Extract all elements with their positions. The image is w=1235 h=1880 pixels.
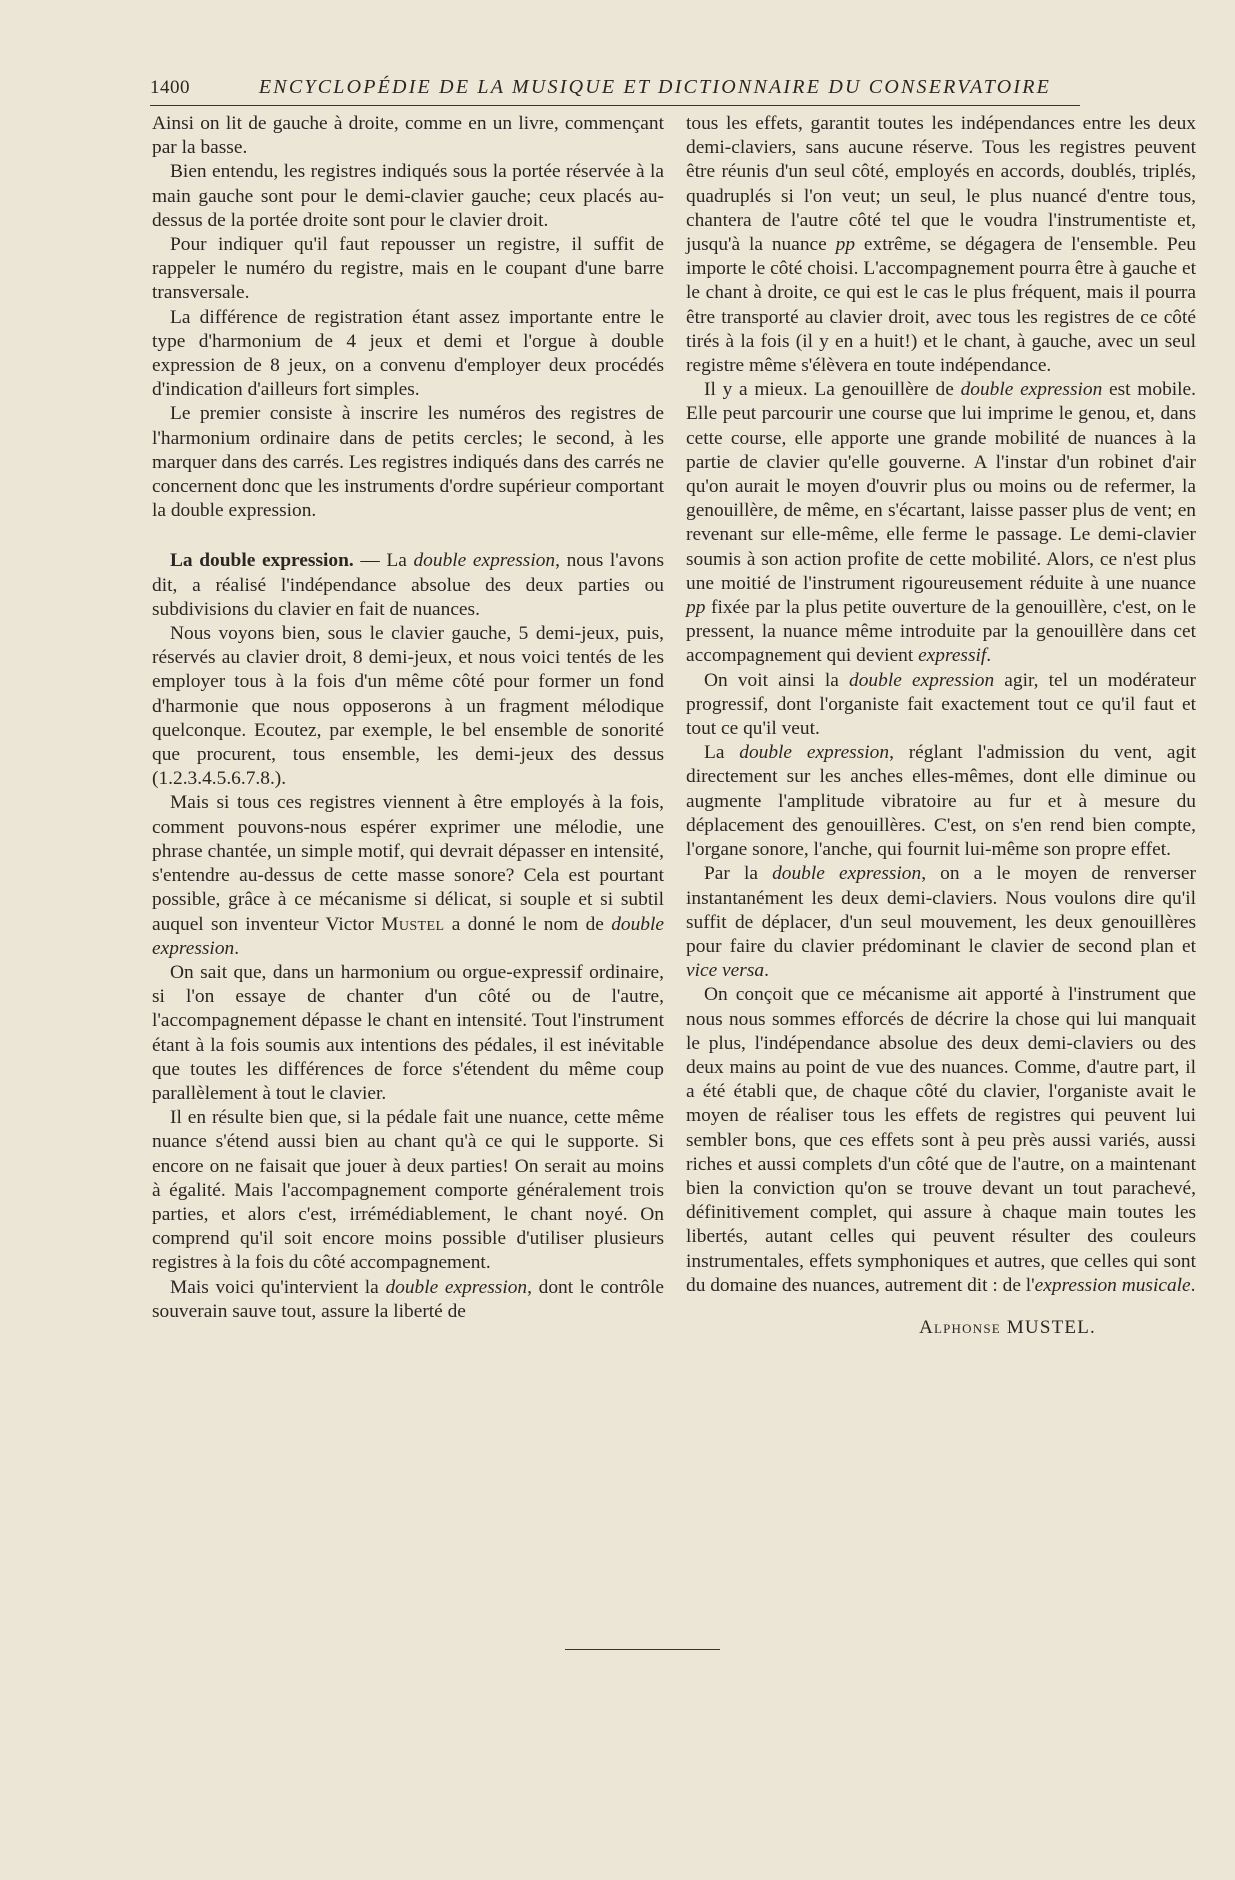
- paragraph: Nous voyons bien, sous le clavier gauche, 5 demi-jeux, puis, réservés au clavier droit, 8 demi-jeux, et nous voici tentés de les employer tous à la fois d'un même côté pour former un fond d'harmonie que nous opposerons à un fragment mélodique quelconque. Ecoutez, par exemple, le bel ensemble de sonorité que procurent, tous ensemble, les demi-jeux des dessus (1.2.3.4.5.6.7.8.).: [152, 623, 664, 790]
- text-run: — La: [353, 550, 414, 572]
- emphasis: double expression: [385, 1276, 528, 1298]
- text-run: est mobile. Elle peut parcourir une course que lui imprime le genou, et, dans cette course, elle apporte une grande mobilité de nuances à la partie de clavier qu'elle gouverne. A l'instar d'un robinet d'air qu'on aurait le moyen d'ouvrir plus ou moins ou de refermer, la genouillère, de même, en s'écartant, laisse passer plus de vent; en revenant sur elle-même, elle ferme le passage. Le demi-clavier soumis à son action profite de cette mobilité. Alors, ce n'est plus une moitié de l'instrument rigoureusement réduite à une nuance: [686, 379, 1196, 594]
- text-run: .: [1190, 1274, 1196, 1296]
- emphasis: double expression: [152, 913, 664, 959]
- text-run: extrême, se dégagera de l'ensemble. Peu importe le côté choisi. L'accompagnement pourra être à gauche et le chant à droite, ce qui est le cas le plus fréquent, mais il pourra être transporté au clavier droit, avec tous les registres de ce côté tirés à la fois (il y en a huit!) et le chant, à gauche, avec un seul registre même s'élèvera en toute indépendance.: [686, 234, 1197, 377]
- text-run: agir, tel un modérateur progressif, dont l'organiste fait exactement tout ce qu'il faut et tout ce qu'il veut.: [686, 669, 1196, 740]
- emphasis: expressif: [918, 645, 987, 667]
- text-run: Par la: [704, 863, 773, 885]
- text-run: Mais si tous ces registres viennent à être employés à la fois, comment pouvons-nous espérer exprimer une mélodie, une phrase chantée, un simple motif, qui devrait dépasser en intensité, s'entendre au-dessus de cette masse sonore? Cela est pourtant possible, grâce à ce mécanisme si délicat, si souple et si subtil auquel son inventeur Victor: [152, 792, 664, 935]
- paragraph: [686, 669, 1196, 742]
- emphasis: pp: [835, 234, 856, 256]
- paragraph: Bien entendu, les registres indiqués sous la portée réservée à la main gauche sont pour le demi-clavier gauche; ceux placés au-dessus de la portée droite sont pour le clavier droit.: [152, 161, 664, 231]
- emphasis: double expression: [739, 742, 890, 764]
- text-run: , on a le moyen de renverser instantanément les deux demi-claviers. Nous voulons dire qu'il suffit de déplacer, d'un seul mouvement, les deux genouillères pour faire du clavier prédominant le clavier de second plan et: [686, 863, 1196, 957]
- emphasis: vice versa: [686, 960, 765, 982]
- left-column: [152, 112, 664, 1324]
- page-number: 1400: [150, 77, 190, 98]
- paragraph: [152, 1276, 664, 1324]
- paragraph: [152, 549, 664, 622]
- text-run: .: [764, 960, 769, 982]
- text-run: On conçoit que ce mécanisme ait apporté à l'instrument que nous nous sommes efforcés de décrire la chose qui lui manquait le plus, l'indépendance absolue des deux demi-claviers ou des deux mains au point de vue des nuances. Comme, d'autre part, il a été établi que, de chaque côté du clavier, l'organiste avait le moyen de réaliser tous les effets de registres qui peuvent lui sembler bons, que ces effets sont à peu près aussi variés, aussi riches et aussi complets d'un côté que de l'autre, on a maintenant bien la conviction qu'on se trouve devant un tout parachevé, définitivement complet, qui assure à chaque main toutes les libertés, autant celles qui peuvent résulter des couleurs instrumentales, effets symphoniques et autres, que celles qui sont du domaine des nuances, autrement dit : de l': [686, 984, 1196, 1296]
- paragraph: [152, 791, 664, 960]
- paragraph: [686, 112, 1196, 378]
- text-run: , dont le contrôle souverain sauve tout, assure la liberté de: [152, 1276, 664, 1322]
- text-run: Mais voici qu'intervient la: [170, 1276, 386, 1298]
- text-run: tous les effets, garantit toutes les indépendances entre les deux demi-claviers, sans aucune réserve. Tous les registres peuvent être réunis d'un seul côté, employés en accords, doublés, triplés, quadruplés si l'on veut; un seul, le plus nuancé d'entre tous, chantera de l'autre côté tel que le voudra l'instrumentiste et, jusqu'à la nuance: [686, 113, 1196, 256]
- paragraph: [686, 983, 1196, 1298]
- text-run: fixée par la plus petite ouverture de la genouillère, c'est, on le pressent, la nuance même introduite par la genouillère dans cet accompagnement qui devient: [686, 597, 1196, 667]
- emphasis: double expression: [413, 550, 556, 572]
- emphasis: expression musicale: [1034, 1274, 1191, 1296]
- running-title: ENCYCLOPÉDIE DE LA MUSIQUE ET DICTIONNAIRE DU CONSERVATOIRE: [258, 76, 1052, 98]
- text-run: , réglant l'admission du vent, agit directement sur les anches elles-mêmes, dont elle diminue ou augmente l'amplitude vibratoire au fur et à mesure du déplacement des genouillères. C'est, on s'en rend bien compte, l'organe sonore, l'anche, qui fournit lui-même son propre effet.: [686, 742, 1196, 861]
- text-run: Il y a mieux. La genouillère de: [704, 379, 961, 401]
- author-signature: Alphonse MUSTEL.: [919, 1316, 1096, 1338]
- running-header: [150, 76, 1080, 106]
- text-run: , nous l'avons dit, a réalisé l'indépendance absolue des deux parties ou subdivisions du clavier en fait de nuances.: [152, 550, 665, 620]
- text-run: La: [704, 742, 740, 764]
- paragraph: Ainsi on lit de gauche à droite, comme en un livre, commençant par la basse.: [152, 113, 664, 159]
- emphasis: pp: [686, 597, 706, 619]
- section-heading: La double expression.: [170, 550, 354, 572]
- paragraph: Pour indiquer qu'il faut repousser un registre, il suffit de rappeler le numéro du registre, mais en le coupant d'une barre transversale.: [152, 234, 664, 304]
- text-run: .: [234, 937, 240, 959]
- emphasis: double expression: [772, 863, 922, 885]
- end-rule: [565, 1649, 720, 1650]
- paragraph: Le premier consiste à inscrire les numéros des registres de l'harmonium ordinaire dans de petits cercles; le second, à les marquer dans des carrés. Les registres indiqués dans des carrés ne concernent donc que les instruments d'ordre supérieur comportant la double expression.: [152, 403, 664, 522]
- paragraph: On sait que, dans un harmonium ou orgue-expressif ordinaire, si l'on essaye de chanter d'un côté ou de l'autre, l'accompagnement dépasse le chant en intensité. Tout l'instrument étant à la fois soumis aux intentions des pédales, il est inévitable que toutes les différences de force s'étendent du même coup parallèlement à tout le clavier.: [152, 961, 664, 1104]
- right-column: [686, 112, 1196, 1340]
- paragraph: [686, 378, 1196, 668]
- paragraph: La différence de registration étant assez importante entre le type d'harmonium de 4 jeux et demi et l'orgue à double expression de 8 jeux, on a convenu d'employer deux procédés d'indication d'ailleurs fort simples.: [152, 306, 664, 401]
- emphasis: double expression: [849, 669, 995, 691]
- emphasis: double expression: [960, 379, 1103, 401]
- inventor-name: Mustel: [381, 913, 445, 935]
- text-run: On voit ainsi la: [704, 669, 850, 691]
- paragraph: [686, 741, 1196, 862]
- text-run: a donné le nom de: [444, 913, 612, 935]
- paragraph: [686, 862, 1196, 983]
- text-run: .: [986, 645, 992, 667]
- paragraph: Il en résulte bien que, si la pédale fait une nuance, cette même nuance s'étend aussi bien au chant qu'à ce qui le supporte. Si encore on ne faisait que jouer à deux parties! On serait au moins à égalité. Mais l'accompagnement comporte généralement trois parties, et alors c'est, irrémédiablement, le chant noyé. On comprend qu'il soit encore moins possible d'utiliser plusieurs registres à la fois du côté accompagnement.: [152, 1107, 664, 1274]
